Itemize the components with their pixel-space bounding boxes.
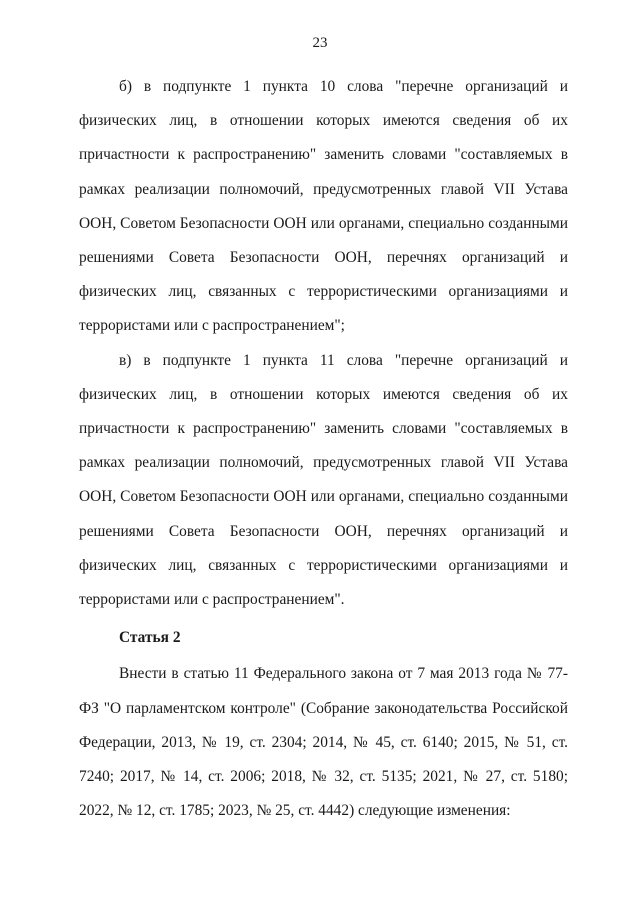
- article-paragraph: Внести в статью 11 Федерального закона от 7 мая 2013 года № 77-ФЗ "О парламентском контроле" (Собрание законодательства Российской Федерации, 2013, № 19, ст. 2304; 2014, № 45, ст. 6140; 2015, № 51, ст. 7240; 2017, № 14, ст. 2006; 2018, № 32, ст. 5135; 2021, № 27, ст. 5180; 2022, № 12, ст. 1785; 2023, № 25, ст. 4442) следующие изменения:: [79, 665, 568, 820]
- paragraph-b: б) в подпункте 1 пункта 10 слова "перечне организаций и физических лиц, в отношении которых имеются сведения об их причастности к распространению" заменить словами "составляемых в рамках реализации полномочий, предусмотренных главой VII Устава ООН, Советом Безопасности ООН или органами, специально созданными решениями Совета Безопасности ООН, перечнях организаций и физических лиц, связанных с террористическими организациями и террористами или с распространением";: [79, 78, 568, 335]
- article-title: Статья 2: [119, 629, 181, 647]
- document-body: [79, 70, 568, 828]
- paragraph-v: в) в подпункте 1 пункта 11 слова "перечне организаций и физических лиц, в отношении которых имеются сведения об их причастности к распространению" заменить словами "составляемых в рамках реализации полномочий, предусмотренных главой VII Устава ООН, Советом Безопасности ООН или органами, специально созданными решениями Совета Безопасности ООН, перечнях организаций и физических лиц, связанных с террористическими организациями и террористами или с распространением".: [79, 351, 568, 609]
- page-number: 23: [312, 35, 328, 51]
